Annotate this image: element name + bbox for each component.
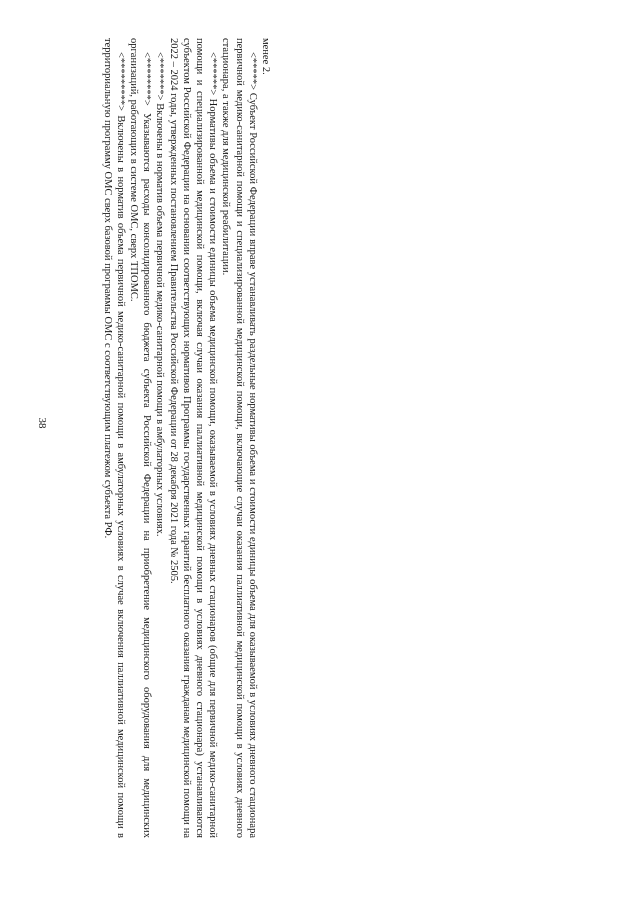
footnote-5: <*****> Субъект Российской Федерации вправе устанавливать раздельные нормативы объема и стоимости единицы объема для оказываемой в условиях дневного стационара первичной медико-санитарной помощи и специализированной медицинской помощи, включающие случаи оказания паллиативной медицинской помощи в условиях дневного стационара, а также для медицинской реабилитации. <box>220 38 258 838</box>
footnote-9: <*********> Включены в норматив объема первичной медико-санитарной помощи в амбулаторных условиях в случае включения паллиативной медицинской помощи в территориальную программу ОМС сверх базовой программы ОМС с соответствующим платежом субъекта РФ. <box>101 38 126 838</box>
page-number: 38 <box>36 417 48 429</box>
paragraph-continuation: менее 2. <box>260 38 271 75</box>
footnote-7: <*******> Включены в норматив объема первичной медико-санитарной помощи в амбулаторных условиях. <box>154 52 166 537</box>
footnote-6: <******> Нормативы объема и стоимости единицы объема медицинской помощи, оказываемой в условиях дневных стационаров (общие для первичной медико-санитарной помощи и специализированной медицинской помощи, включая случаи оказания паллиативной медицинской помощи в условиях дневного стационара) устанавливаются субъектом Российской Федерации на основании соответствующих нормативов Программы государственных гарантий бесплатного оказания гражданам медицинской помощи на 2022 – 2024 годы, утвержденных постановлением Правительства Российской Федерации от 28 декабря 2021 года № 2505. <box>167 38 219 838</box>
document-body <box>52 38 272 858</box>
footnotes-text <box>52 38 272 838</box>
footnote-8: <********> Указываются расходы консолидированного бюджета субъекта Российской Федерации на приобретение медицинского оборудования для медицинских организаций, работающих в системе ОМС, сверх ТПОМС. <box>127 38 153 838</box>
